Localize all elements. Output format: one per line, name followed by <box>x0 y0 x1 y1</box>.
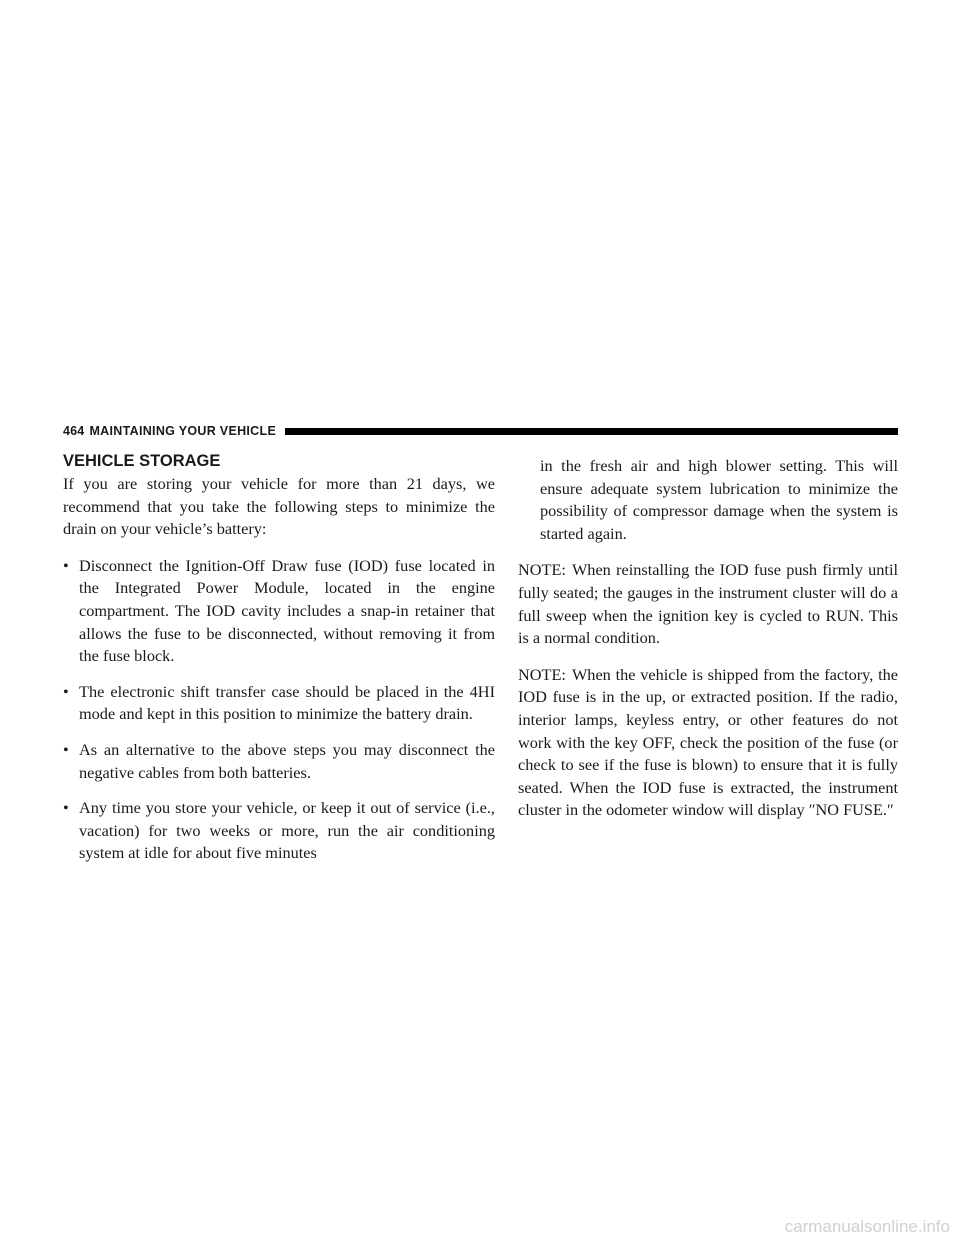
note-paragraph <box>518 664 898 822</box>
header-rule <box>285 428 898 435</box>
note-text: When the vehicle is shipped from the factory, the IOD fuse is in the up, or extracted position. If the radio, interior lamps, keyless entry, or other features do not work with the key OFF, check the position of the fuse (or check to see if the fuse is blown) to ensure that it is fully seated. When the IOD fuse is extracted, the instrument cluster in the odometer window will display ″NO FUSE.″ <box>518 664 898 820</box>
note-paragraph <box>518 559 898 649</box>
watermark: carmanualsonline.info <box>784 1217 950 1236</box>
intro-paragraph: If you are storing your vehicle for more than 21 days, we recommend that you take the following steps to minimize the drain on your vehicle’s battery: <box>63 474 495 539</box>
list-item-text: The electronic shift transfer case should be placed in the 4HI mode and kept in this position to minimize the battery drain. <box>79 681 495 724</box>
right-column <box>518 455 898 836</box>
bullet-icon: • <box>63 798 69 818</box>
list-item <box>63 797 495 865</box>
list-item-text: Disconnect the Ignition-Off Draw fuse (IOD) fuse located in the Integrated Power Module, located in the engine compartment. The IOD cavity includes a snap-in retainer that allows the fuse to be disconnected, without removing it from the fuse block. <box>79 555 495 666</box>
chapter-title: MAINTAINING YOUR VEHICLE <box>89 424 277 438</box>
storage-steps-list <box>63 555 495 865</box>
list-item <box>63 739 495 784</box>
page-number: 464 <box>63 424 85 438</box>
bullet-icon: • <box>63 739 69 759</box>
list-item-text: As an alternative to the above steps you may disconnect the negative cables from both batteries. <box>79 739 495 782</box>
bullet-icon: • <box>63 555 69 575</box>
left-column <box>63 447 495 878</box>
list-item <box>63 681 495 726</box>
note-label: NOTE: <box>518 664 566 684</box>
section-title: VEHICLE STORAGE <box>63 452 221 470</box>
page-header <box>63 421 898 441</box>
note-label: NOTE: <box>518 560 566 580</box>
note-text: When reinstalling the IOD fuse push firmly until fully seated; the gauges in the instrument cluster will do a full sweep when the ignition key is cycled to RUN. This is a normal condition. <box>518 560 898 648</box>
list-item-text: Any time you store your vehicle, or keep it out of service (i.e., vacation) for two weeks or more, run the air conditioning system at idle for about five minutes <box>79 798 495 863</box>
bullet-continuation: in the fresh air and high blower setting. This will ensure adequate system lubrication to minimize the possibility of compressor damage when the system is started again. <box>540 456 898 543</box>
list-item <box>63 555 495 668</box>
bullet-icon: • <box>63 681 69 701</box>
